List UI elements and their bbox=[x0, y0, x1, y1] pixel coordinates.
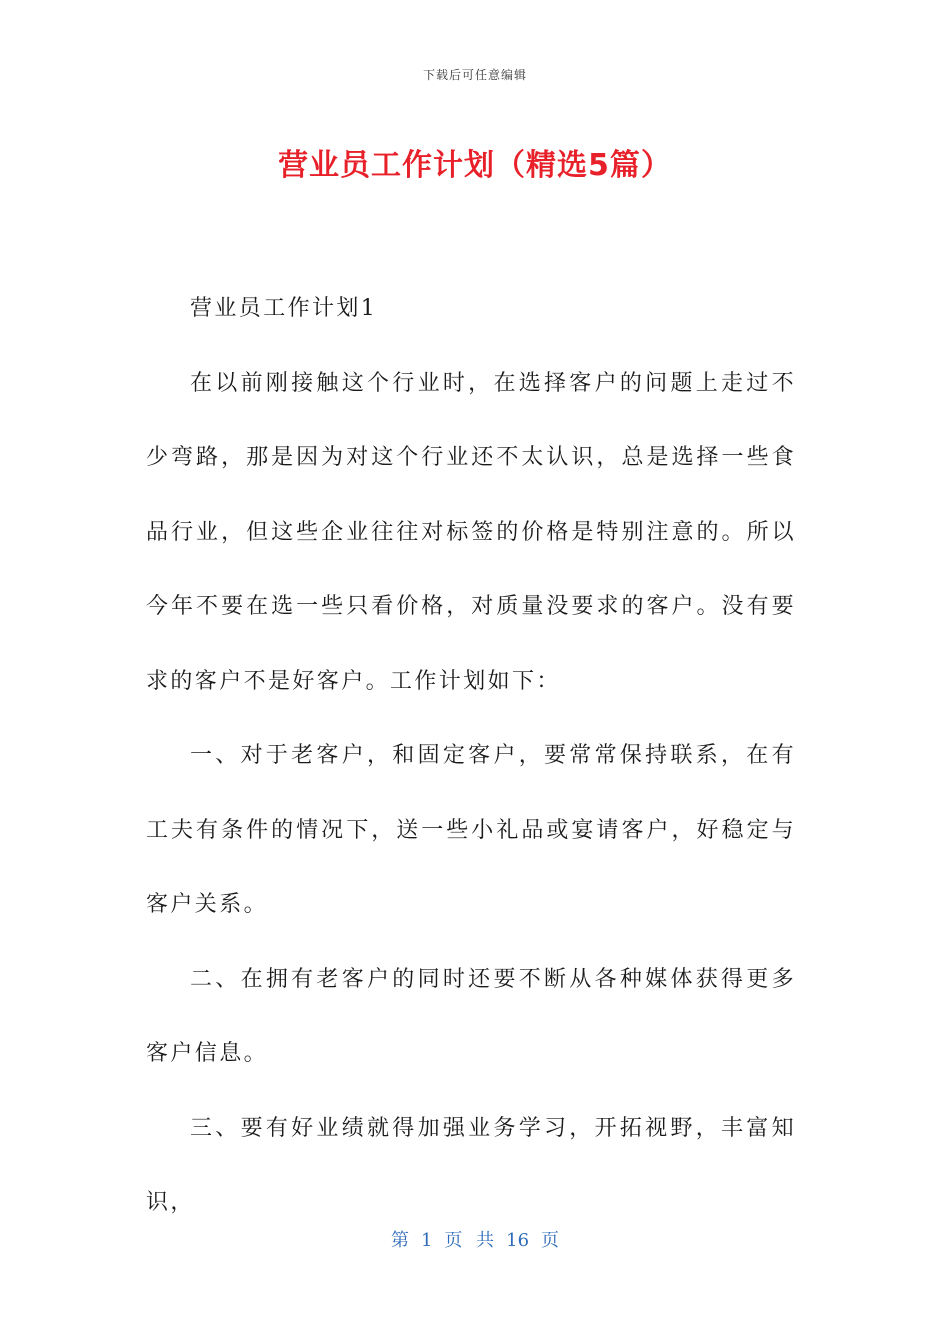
page-label-mid: 页 共 bbox=[444, 1230, 495, 1251]
total-pages-number: 16 bbox=[506, 1230, 530, 1251]
body-paragraph: 在以前刚接触这个行业时，在选择客户的问题上走过不少弯路，那是因为对这个行业还不太认识，总是选择一些食品行业，但这些企业往往对标签的价格是特别注意的。所以今年不要在选一些只看价格，对质量没要求的客户。没有要求的客户不是好客户。工作计划如下： bbox=[146, 370, 796, 694]
current-page-number: 1 bbox=[420, 1230, 433, 1251]
document-title: 营业员工作计划（精选5篇） bbox=[278, 148, 672, 183]
document-body bbox=[146, 272, 796, 1241]
page-label-suffix: 页 bbox=[541, 1230, 560, 1251]
page-label-prefix: 第 bbox=[390, 1230, 409, 1251]
header-note: 下载后可任意编辑 bbox=[422, 68, 527, 82]
page-footer bbox=[0, 1226, 950, 1252]
body-paragraph: 一、对于老客户，和固定客户，要常常保持联系，在有工夫有条件的情况下，送一些小礼品或宴请客户，好稳定与客户关系。 bbox=[146, 743, 796, 917]
section-heading: 营业员工作计划1 bbox=[190, 296, 378, 321]
body-paragraph: 三、要有好业绩就得加强业务学习，开拓视野，丰富知识， bbox=[146, 1115, 796, 1215]
body-paragraph: 二、在拥有老客户的同时还要不断从各种媒体获得更多客户信息。 bbox=[146, 966, 796, 1066]
